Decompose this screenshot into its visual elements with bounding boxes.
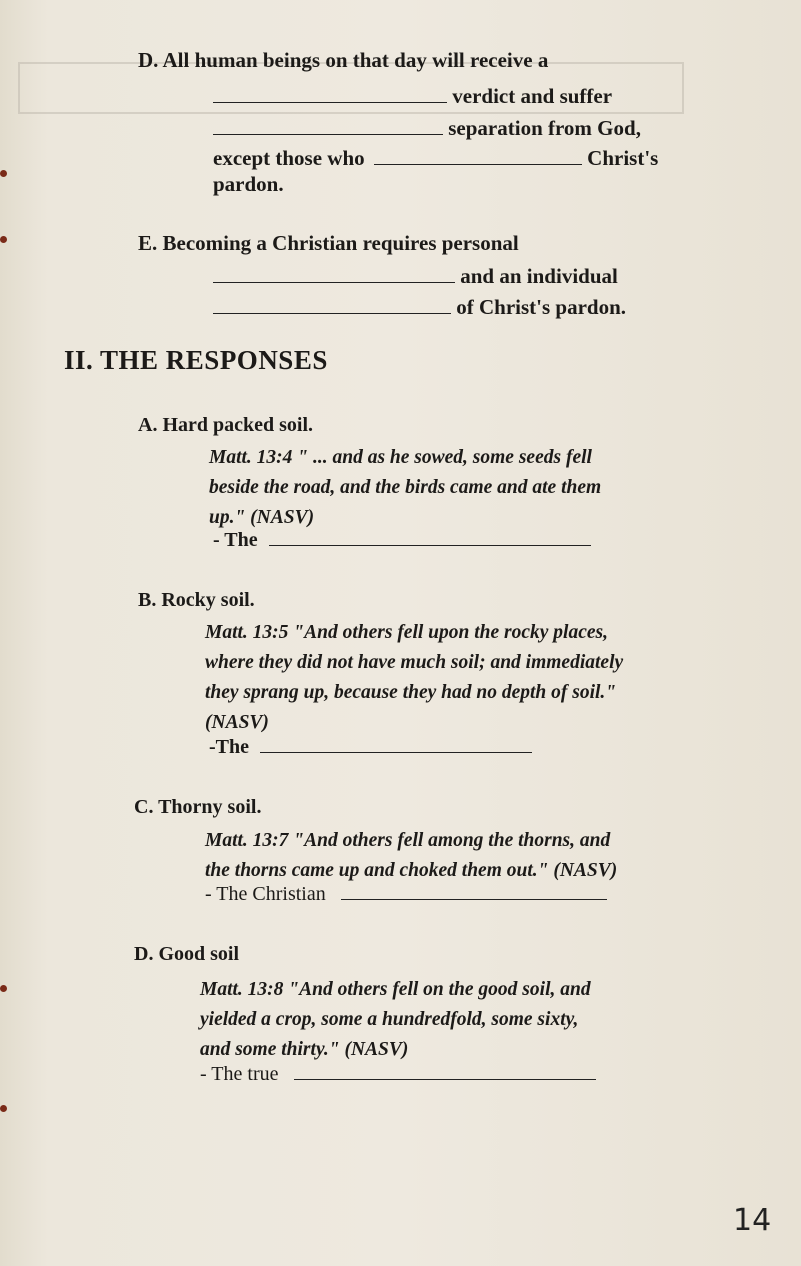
section-d-text1: All human beings on that day will receive a [162, 48, 549, 72]
section-e-text1: Becoming a Christian requires personal [162, 231, 519, 255]
response-d-answer-label: - The true [200, 1063, 279, 1085]
section-e-text2: and an individual [460, 264, 618, 288]
christs-blank[interactable] [374, 163, 582, 165]
response-c-answer-label: - The Christian [205, 883, 326, 905]
verdict-blank[interactable] [213, 101, 447, 103]
response-d-answer [200, 1063, 596, 1086]
response-c-answer [205, 883, 607, 906]
section-e-line2 [213, 264, 618, 289]
response-b-blank[interactable] [260, 751, 532, 753]
response-d-verse [200, 975, 591, 1065]
section-e-label: E. [138, 231, 158, 255]
response-d-title: D. Good soil [134, 943, 240, 965]
responses-heading: II. THE RESPONSES [64, 345, 328, 375]
response-a-verse-line3: up." (NASV) [209, 507, 315, 528]
section-d-line3 [213, 116, 641, 141]
response-b-verse-line4: (NASV) [205, 712, 269, 733]
section-e-text3: of Christ's pardon. [456, 295, 627, 319]
response-c-blank[interactable] [341, 898, 607, 900]
response-c-verse-line2: the thorns came up and choked them out." (NASV) [205, 860, 618, 881]
response-c-verse-line1: Matt. 13:7 "And others fell among the thorns, and [205, 830, 611, 851]
binding-mark [0, 170, 7, 177]
binding-mark [0, 1105, 7, 1112]
response-c-verse [205, 826, 617, 886]
response-b-verse-line2: where they did not have much soil; and immediately [205, 652, 624, 673]
page-number: 14 [733, 1203, 772, 1238]
personal-blank[interactable] [213, 281, 455, 283]
binding-mark [0, 236, 7, 243]
section-d-text5: pardon. [213, 172, 284, 196]
section-e-line1 [138, 231, 519, 256]
section-d-line2 [213, 84, 612, 109]
response-a-verse-line1: Matt. 13:4 " ... and as he sowed, some seeds fell [209, 447, 592, 468]
response-a-verse [209, 443, 601, 533]
response-d-blank[interactable] [294, 1078, 596, 1080]
response-d-verse-line3: and some thirty." (NASV) [200, 1039, 409, 1060]
response-a-verse-line2: beside the road, and the birds came and ate them [209, 477, 602, 498]
section-d-text4a: except those who [213, 146, 365, 170]
section-d-text3: separation from God, [448, 116, 641, 140]
response-b-answer [209, 736, 532, 759]
response-b-verse-line3: they sprang up, because they had no depth of soil." [205, 682, 617, 703]
response-a-answer [213, 529, 591, 552]
response-a-title: A. Hard packed soil. [138, 414, 314, 436]
response-b-title: B. Rocky soil. [138, 589, 255, 611]
section-d-text2: verdict and suffer [452, 84, 613, 108]
response-b-verse-line1: Matt. 13:5 "And others fell upon the rocky places, [205, 622, 608, 643]
response-b-verse [205, 618, 623, 738]
response-c-title: C. Thorny soil. [134, 796, 262, 818]
response-d-verse-line1: Matt. 13:8 "And others fell on the good soil, and [200, 979, 591, 1000]
binding-mark [0, 985, 7, 992]
section-d-label: D. [138, 48, 159, 72]
section-d-text4b: Christ's [587, 146, 659, 170]
separation-blank[interactable] [213, 133, 443, 135]
response-a-blank[interactable] [269, 544, 591, 546]
section-e-line3 [213, 295, 626, 320]
section-d-line1 [138, 48, 548, 73]
response-d-verse-line2: yielded a crop, some a hundredfold, some sixty, [200, 1009, 579, 1030]
response-a-answer-label: - The [213, 529, 258, 551]
response-b-answer-label: -The [209, 736, 249, 758]
section-d-line4 [213, 146, 658, 171]
section-d-line5 [213, 172, 284, 197]
individual-blank[interactable] [213, 312, 451, 314]
